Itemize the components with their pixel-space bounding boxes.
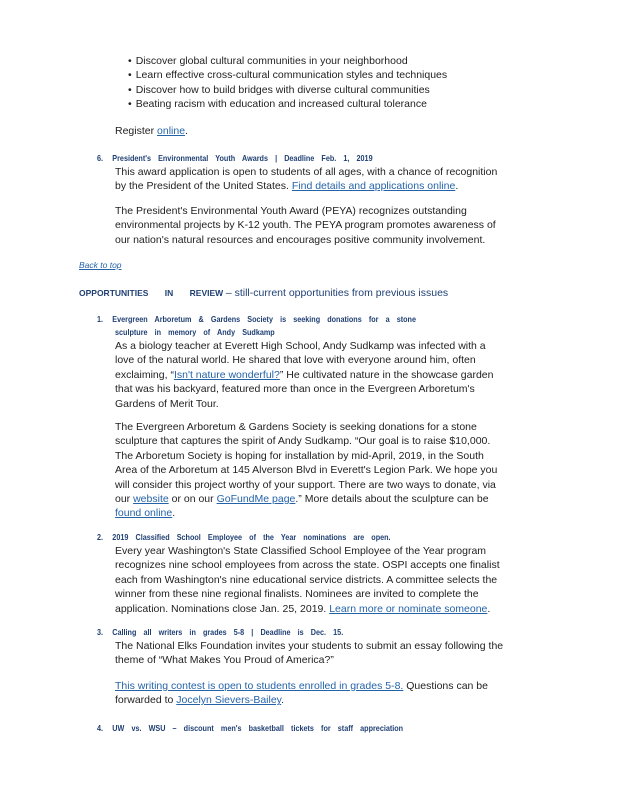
gofundme-link[interactable]: GoFundMe page xyxy=(216,493,296,506)
item-2-paragraph: Every year Washington's State Classified School Employee of the Year program recognizes nine school employees from across the state. OSPI accepts one finalist each from Washington's nine educational service districts. A committee selects the winner from these nine regional finalists. Nominees are invited to complete the application. Nominations close Jan. 25, 2019. Learn more or nominate someone. xyxy=(115,545,500,615)
item-3-paragraph-1: The National Elks Foundation invites your students to submit an essay following the theme of “What Makes You Proud of America?” xyxy=(115,640,504,667)
bullet-item: • Beating racism with education and increased cultural tolerance xyxy=(128,97,447,111)
bullet-item: • Discover how to build bridges with diverse cultural communities xyxy=(128,83,447,97)
item-3-heading: 3. Calling all writers in grades 5-8 | Deadline is Dec. 15. xyxy=(97,627,344,637)
website-link[interactable]: website xyxy=(133,493,169,506)
item-1-heading-line-2: sculpture in memory of Andy Sudkamp xyxy=(115,327,275,337)
isnt-nature-wonderful-link[interactable]: Isn't nature wonderful? xyxy=(173,368,280,381)
register-line: Register online. xyxy=(115,125,188,137)
item-1-paragraph-2: The Evergreen Arboretum & Gardens Society is seeking donations for a stone sculpture that captures the spirit of Andy Sudkamp. “Our goal is to raise $10,000. The Arboretum Society is hoping for installation by mid-April, 2019, in the South Area of the Arboretum at 145 Alverson Blvd in Everett's Legion Park. We hope you will consider this project worthy of your support. There are two ways to donate, via our website or on our GoFundMe page.” More details about the sculpture can be found online. xyxy=(115,421,498,520)
item-6-paragraph-1: This award application is open to students of all ages, with a chance of recognition by the President of the United States. Find details and applications online. xyxy=(115,166,498,193)
contact-email-link[interactable]: Jocelyn Sievers-Bailey xyxy=(176,694,282,707)
section-title: OPPORTUNITIES IN REVIEW – still-current opportunities from previous issues xyxy=(79,287,449,299)
register-online-link[interactable]: online xyxy=(157,125,186,137)
item-1-paragraph-1: As a biology teacher at Everett High School, Andy Sudkamp was infected with a love of the natural world. He shared that love with everyone around him, often exclaiming, “Isn't nature wonderful?” He cultivated nature in the showcase garden that was his backyard, featured more than once in the Evergreen Arboretum's Gardens of Merit Tour. xyxy=(115,340,494,410)
writing-contest-link[interactable]: This writing contest is open to students enrolled in grades 5-8. xyxy=(115,680,404,692)
bullet-item: • Discover global cultural communities in your neighborhood xyxy=(128,54,447,68)
item-6-paragraph-2: The President's Environmental Youth Award (PEYA) recognizes outstanding environmental projects by K-12 youth. The PEYA program promotes awareness of our nation's natural resources and encourages positive community involvement. xyxy=(115,205,496,246)
item-2-heading: 2. 2019 Classified School Employee of the Year nominations are open. xyxy=(97,532,391,542)
item-3-paragraph-2: This writing contest is open to students enrolled in grades 5-8. Questions can be forwarded to Jocelyn Sievers-Bailey. xyxy=(115,680,488,707)
item-1-heading: 1. Evergreen Arboretum & Gardens Society is seeking donations for a stone xyxy=(97,314,416,324)
found-online-link[interactable]: found online xyxy=(115,507,173,520)
back-to-top-link[interactable]: Back to top xyxy=(79,260,122,270)
nominate-link[interactable]: Learn more or nominate someone xyxy=(329,602,488,615)
peya-details-link[interactable]: Find details and applications online xyxy=(291,180,456,193)
bullet-list xyxy=(128,54,447,112)
item-4-heading: 4. UW vs. WSU – discount men's basketball tickets for staff appreciation xyxy=(97,723,404,733)
bullet-item: • Learn effective cross-cultural communication styles and techniques xyxy=(128,68,447,82)
item-6-heading: 6. President's Environmental Youth Awards | Deadline Feb. 1, 2019 xyxy=(97,153,373,163)
